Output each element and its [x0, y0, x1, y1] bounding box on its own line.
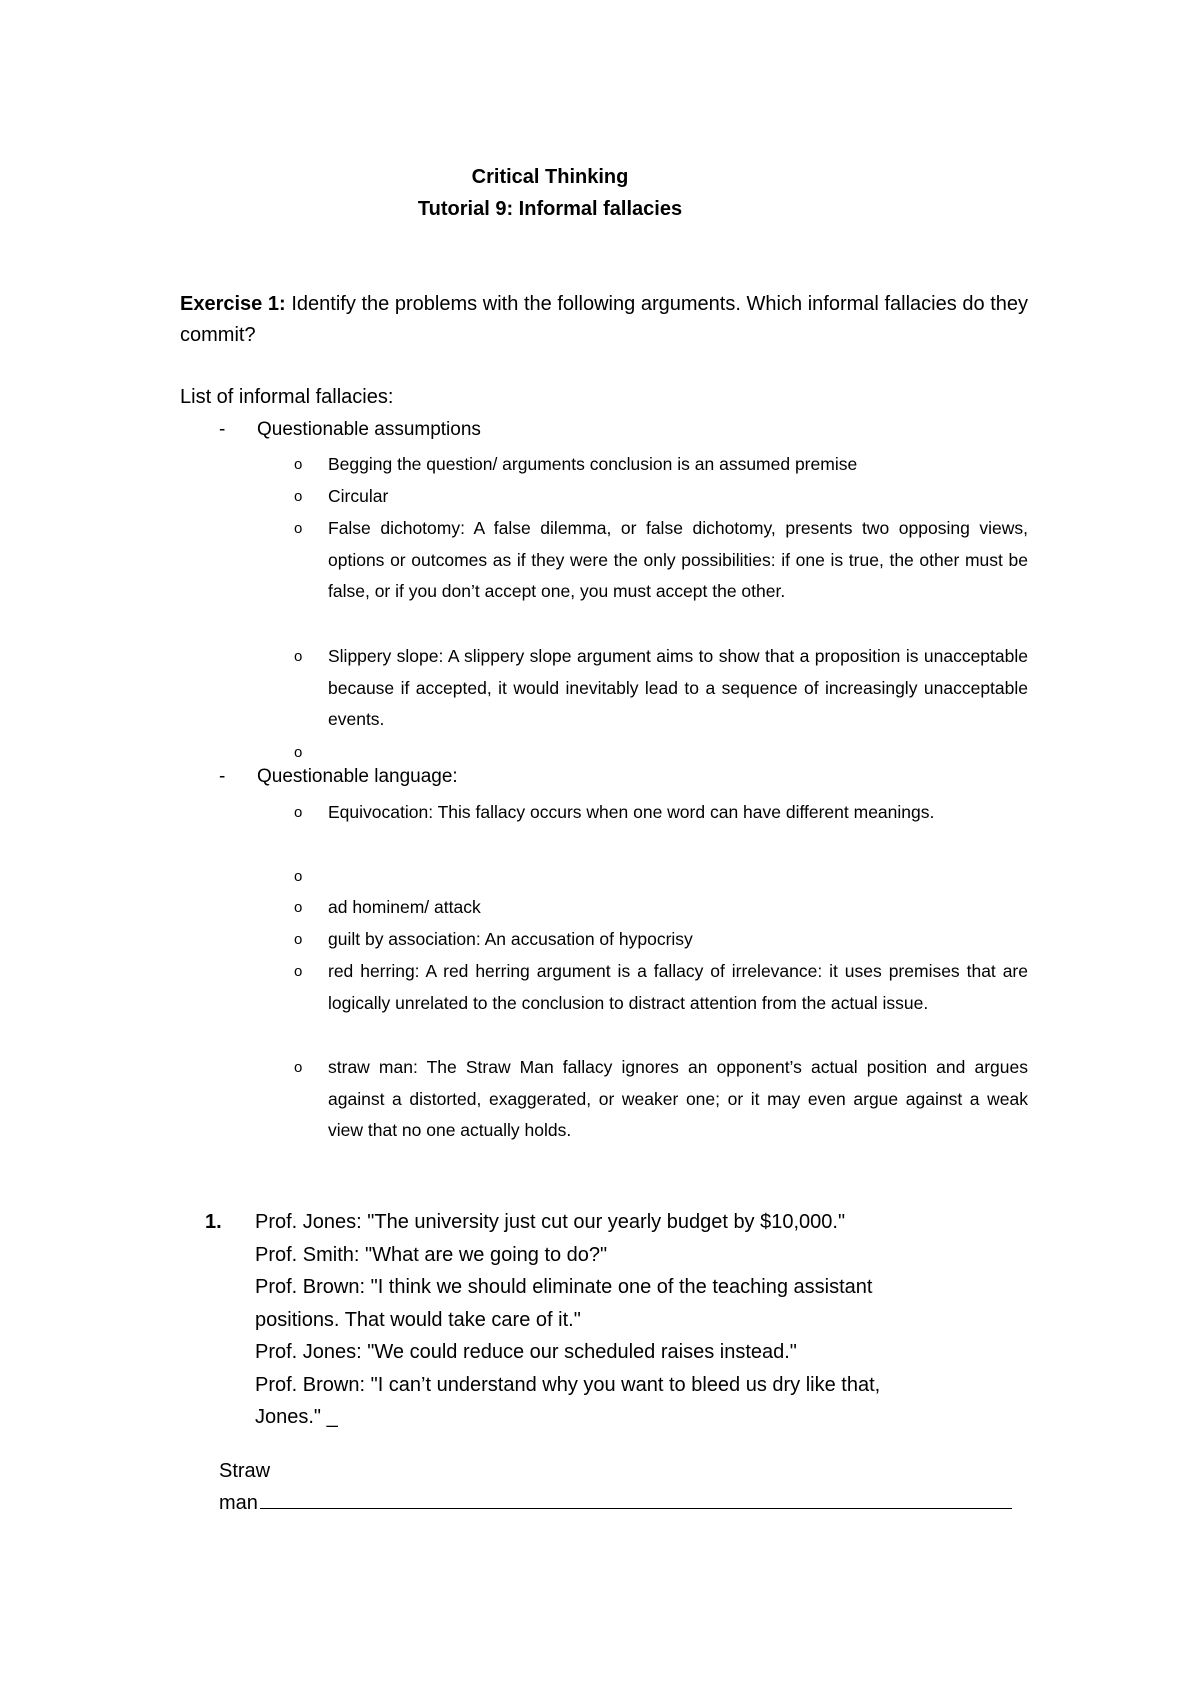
answer-text-line1: Straw: [219, 1460, 271, 1482]
list-item-text: straw man: The Straw Man fallacy ignores an opponent’s actual position and argues against a distorted, exaggerated, or weaker one; or it may even argue against a weak view that no one actually holds.: [328, 1057, 1028, 1140]
list-item-text: False dichotomy: A false dilemma, or false dichotomy, presents two opposing views, options or outcomes as if they were the only possibilities: if one is true, the other must be false, or if you don’t accept one, you must accept the other.: [328, 518, 1028, 601]
dialogue-line: Prof. Brown: "I think we should eliminate one of the teaching assistant: [255, 1276, 873, 1298]
dialogue-line: Prof. Jones: "We could reduce our scheduled raises instead.": [255, 1341, 797, 1363]
list-item: [294, 892, 1028, 924]
bullet-marker: o: [294, 899, 303, 916]
bullet-marker: o: [294, 1059, 303, 1076]
bullet-marker: o: [294, 931, 303, 948]
answer-text-line2: man: [219, 1492, 258, 1514]
answer-blank-underline[interactable]: [260, 1488, 1012, 1509]
list-item-text: Equivocation: This fallacy occurs when one word can have different meanings.: [328, 802, 935, 822]
list-item-text: red herring: A red herring argument is a fallacy of irrelevance: it uses premises that are logically unrelated to the conclusion to distract attention from the actual issue.: [328, 961, 1028, 1013]
dash-marker: -: [219, 766, 226, 787]
bullet-marker: o: [294, 804, 303, 821]
list-item: [294, 449, 1028, 481]
dialogue-line: Prof. Brown: "I can’t understand why you want to bleed us dry like that,: [255, 1373, 881, 1396]
dash-marker: -: [219, 419, 226, 440]
list-item: [294, 641, 1028, 736]
dialogue-line: Prof. Jones: "The university just cut our yearly budget by $10,000.": [255, 1211, 846, 1233]
group-questionable-assumptions: [219, 419, 481, 441]
question-dialogue: [255, 1206, 1005, 1434]
bullet-marker: o: [294, 868, 303, 885]
bullet-marker: o: [294, 648, 303, 665]
group-label: Questionable language:: [257, 766, 458, 787]
list-item-text: ad hominem/ attack: [328, 897, 481, 917]
answer-field[interactable]: [219, 1455, 1012, 1519]
exercise-label: Exercise 1:: [180, 293, 286, 315]
document-subtitle: Tutorial 9: Informal fallacies: [417, 198, 683, 220]
group-label: Questionable assumptions: [257, 419, 481, 440]
document-title: Critical Thinking: [471, 166, 629, 188]
list-item: [294, 513, 1028, 608]
question-number: 1.: [205, 1211, 222, 1233]
group-questionable-language: [219, 766, 458, 788]
bullet-marker: o: [294, 963, 303, 980]
bullet-marker: o: [294, 456, 303, 473]
bullet-marker: o: [294, 520, 303, 537]
list-item: [294, 481, 1028, 513]
answer-line2: [219, 1487, 1012, 1519]
list-item: [294, 956, 1028, 1019]
list-heading: List of informal fallacies:: [180, 386, 394, 408]
bullet-marker: o: [294, 488, 303, 505]
bullet-marker: o: [294, 744, 303, 761]
list-item-text: Circular: [328, 486, 389, 506]
list-item: [294, 924, 1028, 956]
list-item: [294, 797, 1028, 829]
exercise-text: Identify the problems with the following arguments. Which informal fallacies do they commit?: [180, 293, 1029, 346]
dialogue-line: positions. That would take care of it.": [255, 1308, 581, 1331]
dialogue-line: Jones." _: [255, 1406, 338, 1428]
question-1: [205, 1206, 1005, 1434]
list-item-text: guilt by association: An accusation of hypocrisy: [328, 929, 693, 949]
exercise-instructions: [180, 289, 1028, 351]
list-item: [294, 1052, 1028, 1147]
list-item-text: Begging the question/ arguments conclusion is an assumed premise: [328, 454, 858, 474]
dialogue-line: Prof. Smith: "What are we going to do?": [255, 1243, 608, 1266]
list-item-text: Slippery slope: A slippery slope argument aims to show that a proposition is unacceptable because if accepted, it would inevitably lead to a sequence of increasingly unacceptable events.: [328, 646, 1028, 729]
